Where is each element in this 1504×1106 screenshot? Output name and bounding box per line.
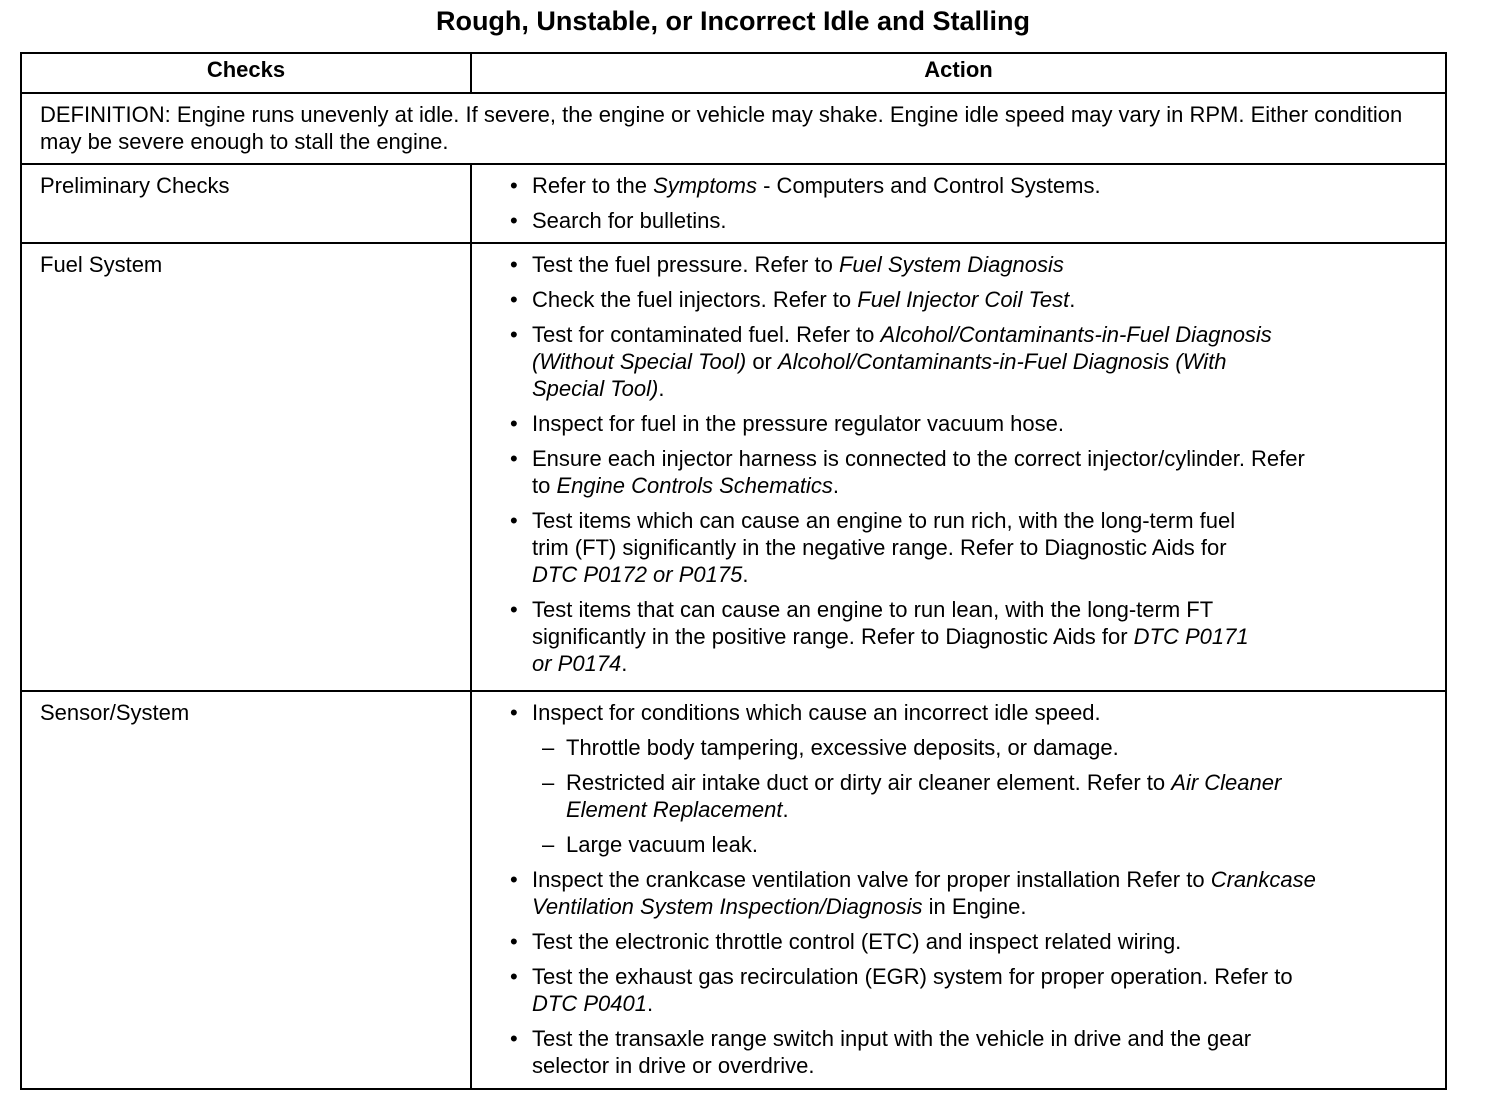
dash-icon: – xyxy=(542,770,555,795)
action-item xyxy=(510,445,1435,499)
text-segment: Test items that can cause an engine to run lean, with the long-term FT significantly in the positive range. Refer to Diagnostic Aids for xyxy=(532,597,1214,649)
dash-icon: – xyxy=(542,735,555,760)
text-segment: . xyxy=(646,991,654,1016)
definition-row xyxy=(21,93,1446,164)
check-label: Sensor/System xyxy=(21,691,471,1089)
bullet-icon: • xyxy=(510,287,518,312)
action-item xyxy=(510,596,1435,677)
bullet-icon: • xyxy=(510,597,518,622)
text-segment: . xyxy=(621,651,628,676)
bullet-icon: • xyxy=(510,1026,518,1051)
action-item xyxy=(510,410,1435,437)
text-segment: Check the fuel injectors. Refer to xyxy=(532,287,858,312)
bullet-icon: • xyxy=(510,700,518,725)
action-item xyxy=(510,928,1435,955)
text-segment: Ensure each injector harness is connected to the correct injector/cylinder. Refer to xyxy=(532,446,1305,498)
text-segment: - Computers and Control Systems. xyxy=(757,173,1101,198)
action-item xyxy=(510,699,1435,858)
action-item xyxy=(510,251,1435,278)
reference-link-text: Crankcase Ventilation System Inspection/Diagnosis xyxy=(532,867,1316,919)
action-item xyxy=(510,321,1435,402)
header-row xyxy=(21,53,1446,93)
reference-link-text: Fuel System Diagnosis xyxy=(838,252,1064,277)
action-cell xyxy=(471,691,1446,1089)
reference-link-text: Alcohol/Contaminants-in-Fuel Diagnosis (With Special Tool) xyxy=(532,349,1227,401)
action-item xyxy=(510,963,1435,1017)
reference-link-text: DTC P0171 or P0174 xyxy=(532,624,1249,676)
text-segment: Test for contaminated fuel. Refer to xyxy=(532,322,881,347)
text-segment: Throttle body tampering, excessive deposits, or damage. xyxy=(566,735,1119,760)
reference-link-text: Air Cleaner Element Replacement xyxy=(566,770,1282,822)
definition-text: DEFINITION: Engine runs unevenly at idle. If severe, the engine or vehicle may shake. Engine idle speed may vary in RPM. Either condition may be severe enough to stall the engine. xyxy=(21,93,1446,164)
check-label: Fuel System xyxy=(21,243,471,691)
action-item xyxy=(510,286,1435,313)
bullet-icon: • xyxy=(510,322,518,347)
bullet-icon: • xyxy=(510,173,518,198)
bullet-icon: • xyxy=(510,929,518,954)
bullet-icon: • xyxy=(510,411,518,436)
action-cell xyxy=(471,164,1446,243)
text-segment: Test the fuel pressure. Refer to xyxy=(532,252,839,277)
bullet-icon: • xyxy=(510,208,518,233)
check-row xyxy=(21,691,1446,1089)
text-segment: Search for bulletins. xyxy=(532,208,727,233)
text-segment: Restricted air intake duct or dirty air cleaner element. Refer to xyxy=(566,770,1172,795)
text-segment: . xyxy=(832,473,839,498)
bullet-icon: • xyxy=(510,446,518,471)
page-title: Rough, Unstable, or Incorrect Idle and Stalling xyxy=(435,6,1031,36)
action-item xyxy=(510,507,1435,588)
check-row xyxy=(21,243,1446,691)
action-item xyxy=(510,1025,1435,1079)
action-item xyxy=(510,207,1435,234)
action-subitem xyxy=(532,831,1435,858)
action-subitem xyxy=(532,769,1435,823)
text-segment: Test the transaxle range switch input with the vehicle in drive and the gear selector in drive or overdrive. xyxy=(532,1026,1252,1078)
text-segment: . xyxy=(742,562,749,587)
text-segment: Large vacuum leak. xyxy=(566,832,758,857)
action-header: Action xyxy=(471,53,1446,93)
text-segment: or xyxy=(746,349,778,374)
bullet-icon: • xyxy=(510,252,518,277)
text-segment: in Engine. xyxy=(922,894,1027,919)
text-segment: . xyxy=(658,376,665,401)
reference-link-text: Symptoms xyxy=(653,173,757,198)
text-segment: . xyxy=(782,797,789,822)
diagnostic-table xyxy=(20,52,1447,1090)
reference-link-text: Alcohol/Contaminants-in-Fuel Diagnosis (Without Special Tool) xyxy=(532,322,1272,374)
checks-header: Checks xyxy=(21,53,471,93)
reference-link-text: DTC P0401 xyxy=(532,991,647,1016)
text-segment: Refer to the xyxy=(532,173,654,198)
text-segment: Test the electronic throttle control (ETC) and inspect related wiring. xyxy=(532,929,1182,954)
text-segment: Test the exhaust gas recirculation (EGR) system for proper operation. Refer to xyxy=(532,964,1293,989)
bullet-icon: • xyxy=(510,508,518,533)
reference-link-text: Engine Controls Schematics xyxy=(556,473,833,498)
action-item xyxy=(510,866,1435,920)
action-cell xyxy=(471,243,1446,691)
text-segment: Inspect for conditions which cause an incorrect idle speed. xyxy=(532,700,1101,725)
reference-link-text: Fuel Injector Coil Test xyxy=(857,287,1070,312)
action-subitem xyxy=(532,734,1435,761)
text-segment: Inspect the crankcase ventilation valve for proper installation Refer to xyxy=(532,867,1211,892)
check-label: Preliminary Checks xyxy=(21,164,471,243)
action-item xyxy=(510,172,1435,199)
reference-link-text: DTC P0172 or P0175 xyxy=(532,562,743,587)
bullet-icon: • xyxy=(510,964,518,989)
text-segment: Test items which can cause an engine to run rich, with the long-term fuel trim (FT) significantly in the negative range. Refer to Diagnostic Aids for xyxy=(532,508,1236,560)
text-segment: Inspect for fuel in the pressure regulator vacuum hose. xyxy=(532,411,1064,436)
text-segment: . xyxy=(1069,287,1076,312)
bullet-icon: • xyxy=(510,867,518,892)
check-row xyxy=(21,164,1446,243)
dash-icon: – xyxy=(542,832,555,857)
